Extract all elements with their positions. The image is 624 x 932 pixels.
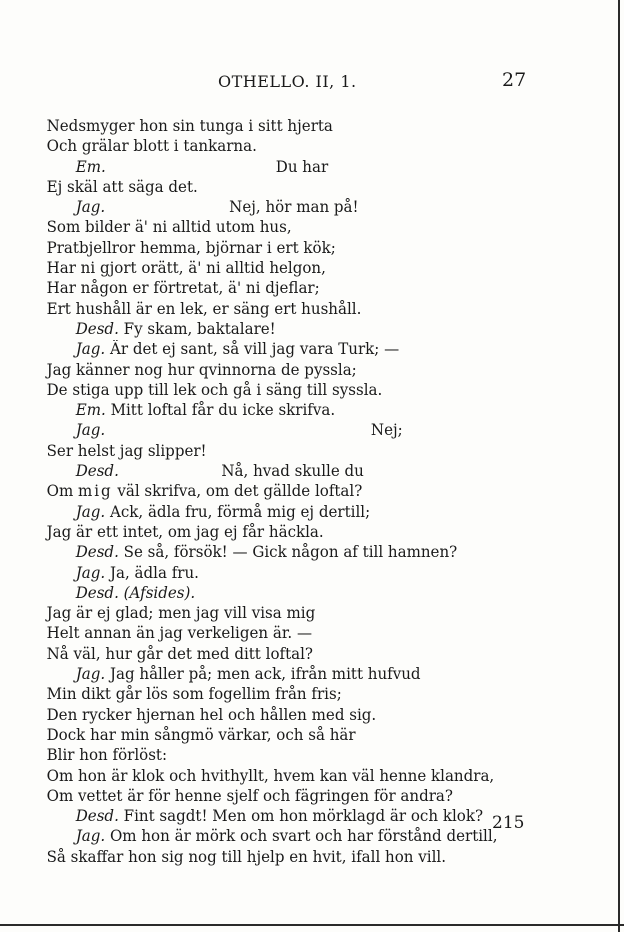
verse-line: Den rycker hjernan hel och hållen med sig.	[46, 705, 377, 724]
verse-text: Om hon är mörk och svart och har förstånd dertill,	[109, 827, 498, 846]
verse-line: Min dikt går lös som fogellim från fris;	[46, 685, 342, 704]
page-edge-bottom	[0, 924, 624, 926]
play-text	[0, 116, 624, 867]
speech-line	[0, 339, 606, 359]
verse-line: Jag känner nog hur qvinnorna de pyssla;	[46, 360, 357, 379]
verse-line: Om vettet är för henne sjelf och fägringen för andra?	[46, 786, 453, 805]
emphasized-word: mig	[78, 482, 113, 501]
signature-mark: 215	[492, 813, 525, 833]
running-title: OTHELLO. II, 1.	[218, 72, 357, 91]
verse-line: Nå väl, hur går det med ditt loftal?	[46, 644, 313, 663]
speaker-name: Desd.	[75, 319, 119, 338]
speaker-name: Jag.	[75, 665, 106, 684]
verse-line: Har någon er förtretat, ä' ni djeflar;	[46, 279, 320, 298]
verse-line: Om hon är klok och hvithyllt, hvem kan väl henne klandra,	[46, 766, 495, 785]
verse-line: De stiga upp till lek och gå i säng till syssla.	[46, 380, 383, 399]
speech-line	[0, 502, 606, 522]
verse-line: Nedsmyger hon sin tunga i sitt hjerta	[46, 117, 333, 135]
speaker-name: Jag.	[75, 198, 106, 217]
verse-text: Du har	[275, 157, 329, 176]
verse-text: Se så, försök! — Gick någon af till hamnen?	[123, 543, 458, 562]
page-number: 27	[502, 69, 527, 91]
verse-line: Jag är ej glad; men jag vill visa mig	[46, 604, 316, 623]
speaker-name: Em.	[75, 157, 106, 176]
verse-text: Ja, ädla fru.	[109, 563, 199, 582]
verse-text: Mitt loftal får du icke skrifva.	[110, 401, 336, 420]
verse-line: Ej skäl att säga det.	[46, 177, 198, 196]
speaker-name: Jag.	[75, 563, 106, 582]
verse-text: Ack, ädla fru, förmå mig ej dertill;	[109, 502, 371, 521]
verse-line: Helt annan än jag verkeligen är. —	[46, 624, 313, 643]
speaker-name: Jag.	[75, 502, 106, 521]
verse-text: Nej, hör man på!	[229, 198, 359, 217]
verse-text: Jag håller på; men ack, ifrån mitt hufvud	[109, 665, 421, 684]
speech-line	[0, 461, 606, 481]
verse-text: Är det ej sant, så vill jag vara Turk; —	[109, 340, 400, 359]
speaker-name: Jag.	[75, 827, 106, 846]
verse-line: Ert hushåll är en lek, er säng ert hushåll.	[46, 299, 362, 318]
verse-text: Nå, hvad skulle du	[221, 462, 364, 481]
speech-line	[0, 400, 606, 420]
speaker-name: Desd.	[75, 583, 119, 602]
speaker-name: Jag.	[75, 340, 106, 359]
verse-line: Om mig väl skrifva, om det gällde loftal?	[46, 482, 363, 501]
speech-line	[0, 319, 606, 339]
speaker-name: Desd.	[75, 807, 119, 826]
verse-line: Dock har min sångmö värkar, och så här	[46, 725, 356, 744]
verse-line: Har ni gjort orätt, ä' ni alltid helgon,	[46, 259, 326, 278]
speech-line	[0, 197, 606, 217]
speech-line	[0, 542, 606, 562]
speech-line	[0, 664, 606, 684]
page-header	[0, 69, 624, 94]
speech-line	[0, 157, 606, 177]
speaker-name: Desd.	[75, 462, 119, 481]
stage-direction: (Afsides).	[123, 583, 196, 602]
verse-line: Jag är ett intet, om jag ej får häckla.	[46, 522, 324, 541]
verse-line: Blir hon förlöst:	[46, 746, 168, 765]
verse-text: Fint sagdt! Men om hon mörklagd är och klok?	[123, 807, 484, 826]
verse-text: Nej;	[370, 421, 403, 440]
speech-line	[0, 563, 606, 583]
verse-line: Så skaffar hon sig nog till hjelp en hvit, ifall hon vill.	[46, 847, 447, 866]
speaker-name: Desd.	[75, 543, 119, 562]
speaker-name: Em.	[75, 401, 106, 420]
verse-text: Fy skam, baktalare!	[123, 319, 276, 338]
verse-line: Som bilder ä' ni alltid utom hus,	[46, 218, 292, 237]
verse-line: Pratbjellror hemma, björnar i ert kök;	[46, 238, 336, 257]
speech-line	[0, 583, 606, 603]
speech-line	[0, 420, 606, 440]
speaker-name: Jag.	[75, 421, 106, 440]
verse-line: Och grälar blott i tankarna.	[46, 137, 257, 156]
verse-line: Ser helst jag slipper!	[46, 441, 207, 460]
